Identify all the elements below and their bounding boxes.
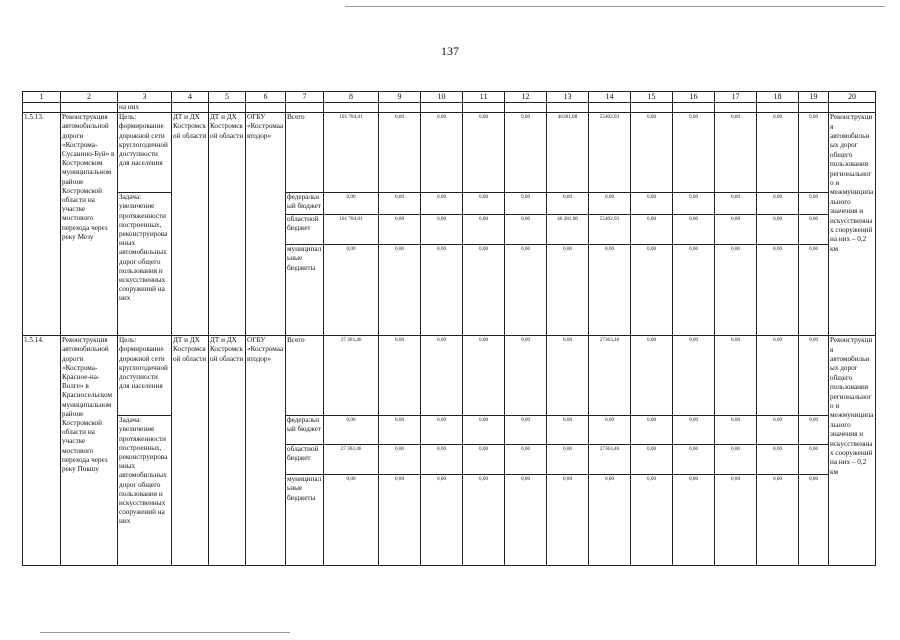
amount-cell: 0,00 — [799, 193, 829, 215]
item-result: Реконструкция автомобильных дорог общего пользования регионального и межмуниципального значения и искусственных сооружений на них – 0,2 км — [829, 336, 876, 566]
amount-cell: 0,00 — [505, 245, 547, 336]
amount-cell: 27 363,46 — [324, 445, 379, 475]
amount-cell: 0,00 — [324, 245, 379, 336]
amount-cell: 0,00 — [463, 416, 505, 445]
amount-cell: 0,00 — [421, 193, 463, 215]
amount-cell: 0,00 — [715, 416, 757, 445]
col-header: 19 — [799, 92, 829, 103]
amount-cell: 0,00 — [799, 416, 829, 445]
amount-cell: 0,00 — [547, 245, 589, 336]
funding-source: муниципальные бюджеты — [286, 475, 324, 566]
amount-cell: 0,00 — [631, 416, 673, 445]
amount-cell: 0,00 — [799, 475, 829, 566]
amount-cell: 0,00 — [673, 336, 715, 416]
amount-cell: 0,00 — [421, 245, 463, 336]
amount-cell: 0,00 — [799, 245, 829, 336]
continuation-text: на них — [118, 103, 172, 113]
amount-cell: 0,00 — [757, 193, 799, 215]
col-header: 7 — [286, 92, 324, 103]
amount-cell: 0,00 — [421, 215, 463, 245]
funding-source: Всего — [286, 336, 324, 416]
item-goal: Цель: формирование дорожной сети круглогодичной доступности для населения — [118, 113, 172, 193]
table-row — [23, 113, 876, 193]
bottom-rule — [40, 632, 290, 633]
amount-cell: 0,00 — [631, 475, 673, 566]
amount-cell: 0,00 — [673, 193, 715, 215]
amount-cell: 0,00 — [715, 193, 757, 215]
amount-cell: 0,00 — [673, 416, 715, 445]
table-row — [23, 193, 876, 215]
amount-cell: 0,00 — [463, 215, 505, 245]
item-task: Задача: увеличение протяженности построенных, реконструированных автомобильных дорог общего пользования и искусственных сооружений на них — [118, 416, 172, 566]
col-header: 3 — [118, 92, 172, 103]
amount-cell: 0,00 — [463, 193, 505, 215]
amount-cell: 0,00 — [505, 445, 547, 475]
amount-cell: 0,00 — [757, 336, 799, 416]
amount-cell: 0,00 — [379, 113, 421, 193]
item-result: Реконструкция автомобильных дорог общего пользования регионального и межмуниципального значения и искусственных сооружений на них – 0,2 км — [829, 113, 876, 336]
amount-cell: 0,00 — [715, 445, 757, 475]
amount-cell: 0,00 — [589, 245, 631, 336]
amount-cell: 0,00 — [547, 193, 589, 215]
amount-cell: 0,00 — [379, 445, 421, 475]
amount-cell: 0,00 — [324, 475, 379, 566]
col-header: 10 — [421, 92, 463, 103]
col-header: 4 — [172, 92, 209, 103]
amount-cell: 0,00 — [799, 113, 829, 193]
col-header: 9 — [379, 92, 421, 103]
item-number: 1.5.13. — [23, 113, 61, 336]
amount-cell: 0,00 — [589, 416, 631, 445]
item-goal: Цель: формирование дорожной сети круглогодичной доступности для населения — [118, 336, 172, 416]
col-header: 14 — [589, 92, 631, 103]
col-header: 6 — [246, 92, 286, 103]
col-header: 11 — [463, 92, 505, 103]
amount-cell: 0,00 — [757, 215, 799, 245]
col-header: 17 — [715, 92, 757, 103]
amount-cell: 0,00 — [421, 113, 463, 193]
executor-col4: ДТ и ДХ Костромской области — [172, 113, 209, 336]
amount-cell: 101 784,01 — [324, 113, 379, 193]
col-header: 2 — [61, 92, 118, 103]
amount-cell: 0,00 — [547, 416, 589, 445]
col-header: 20 — [829, 92, 876, 103]
funding-source: муниципальные бюджеты — [286, 245, 324, 336]
amount-cell: 101 784,01 — [324, 215, 379, 245]
item-name: Реконструкция автомобильной дороги «Кострома-Сусанино-Буй» в Костромском муниципальном районе Костромской области на участке мостового перехода через реку Мезу — [61, 113, 118, 336]
amount-cell: 0,00 — [799, 215, 829, 245]
amount-cell: 0,00 — [463, 445, 505, 475]
funding-source: федеральный бюджет — [286, 193, 324, 215]
amount-cell: 0,00 — [421, 336, 463, 416]
amount-cell: 0,00 — [799, 336, 829, 416]
top-rule — [345, 6, 885, 7]
amount-cell: 0,00 — [379, 336, 421, 416]
continuation-row — [23, 103, 876, 113]
amount-cell: 0,00 — [463, 113, 505, 193]
amount-cell: 0,00 — [589, 193, 631, 215]
amount-cell: 0,00 — [324, 193, 379, 215]
funding-source: Всего — [286, 113, 324, 193]
amount-cell: 0,00 — [715, 336, 757, 416]
amount-cell: 0,00 — [631, 445, 673, 475]
amount-cell: 0,00 — [757, 445, 799, 475]
amount-cell: 0,00 — [379, 193, 421, 215]
col-header: 8 — [324, 92, 379, 103]
amount-cell: 0,00 — [547, 475, 589, 566]
item-name: Реконструкция автомобильной дороги «Кострома-Красное-на-Волге» в Красносельском муниципальном районе Костромской области на участке мостового перехода через реку Покшу — [61, 336, 118, 566]
funding-source: областной бюджет — [286, 445, 324, 475]
amount-cell: 0,00 — [505, 336, 547, 416]
program-table — [22, 91, 876, 566]
amount-cell: 0,00 — [715, 475, 757, 566]
amount-cell: 0,00 — [715, 215, 757, 245]
amount-cell: 0,00 — [757, 113, 799, 193]
amount-cell: 0,00 — [799, 445, 829, 475]
executor-col5: ДТ и ДХ Костромской области — [209, 113, 246, 336]
amount-cell: 0,00 — [324, 416, 379, 445]
amount-cell: 27363,46 — [589, 336, 631, 416]
amount-cell: 0,00 — [673, 245, 715, 336]
amount-cell: 0,00 — [505, 416, 547, 445]
amount-cell: 55402,93 — [589, 113, 631, 193]
amount-cell: 0,00 — [673, 445, 715, 475]
item-number: 1.5.14. — [23, 336, 61, 566]
amount-cell: 0,00 — [757, 416, 799, 445]
col-header: 1 — [23, 92, 61, 103]
executor-col5: ДТ и ДХ Костромской области — [209, 336, 246, 566]
amount-cell: 0,00 — [379, 215, 421, 245]
amount-cell: 0,00 — [379, 475, 421, 566]
amount-cell: 0,00 — [379, 245, 421, 336]
amount-cell: 0,00 — [757, 475, 799, 566]
amount-cell: 0,00 — [505, 475, 547, 566]
amount-cell: 46381,08 — [547, 113, 589, 193]
amount-cell: 0,00 — [421, 475, 463, 566]
table-row — [23, 416, 876, 445]
amount-cell: 0,00 — [631, 245, 673, 336]
col-header: 12 — [505, 92, 547, 103]
funding-source: областной бюджет — [286, 215, 324, 245]
amount-cell: 0,00 — [631, 113, 673, 193]
col-header: 18 — [757, 92, 799, 103]
amount-cell: 0,00 — [505, 113, 547, 193]
amount-cell: 0,00 — [673, 475, 715, 566]
amount-cell: 0,00 — [715, 245, 757, 336]
item-task: Задача: увеличение протяженности построенных, реконструированных автомобильных дорог общего пользования и искусственных сооружений на них — [118, 193, 172, 336]
amount-cell: 0,00 — [757, 245, 799, 336]
col-header: 5 — [209, 92, 246, 103]
amount-cell: 0,00 — [631, 215, 673, 245]
amount-cell: 0,00 — [463, 336, 505, 416]
amount-cell: 27363,46 — [589, 445, 631, 475]
table-row — [23, 336, 876, 416]
amount-cell: 0,00 — [673, 113, 715, 193]
col-header: 15 — [631, 92, 673, 103]
executor-col6: ОГБУ «Костромаавтодор» — [246, 336, 286, 566]
amount-cell: 0,00 — [505, 215, 547, 245]
amount-cell: 0,00 — [547, 336, 589, 416]
amount-cell: 0,00 — [631, 193, 673, 215]
amount-cell: 0,00 — [547, 445, 589, 475]
amount-cell: 55402,93 — [589, 215, 631, 245]
amount-cell: 0,00 — [463, 475, 505, 566]
header-row — [23, 92, 876, 103]
amount-cell: 0,00 — [673, 215, 715, 245]
executor-col4: ДТ и ДХ Костромской области — [172, 336, 209, 566]
amount-cell: 46 381,08 — [547, 215, 589, 245]
executor-col6: ОГБУ «Костромаавтодор» — [246, 113, 286, 336]
amount-cell: 27 363,46 — [324, 336, 379, 416]
amount-cell: 0,00 — [589, 475, 631, 566]
col-header: 13 — [547, 92, 589, 103]
amount-cell: 0,00 — [631, 336, 673, 416]
col-header: 16 — [673, 92, 715, 103]
amount-cell: 0,00 — [421, 445, 463, 475]
amount-cell: 0,00 — [421, 416, 463, 445]
amount-cell: 0,00 — [715, 113, 757, 193]
funding-source: федеральный бюджет — [286, 416, 324, 445]
amount-cell: 0,00 — [505, 193, 547, 215]
page-number: 137 — [441, 44, 459, 58]
amount-cell: 0,00 — [379, 416, 421, 445]
amount-cell: 0,00 — [463, 245, 505, 336]
